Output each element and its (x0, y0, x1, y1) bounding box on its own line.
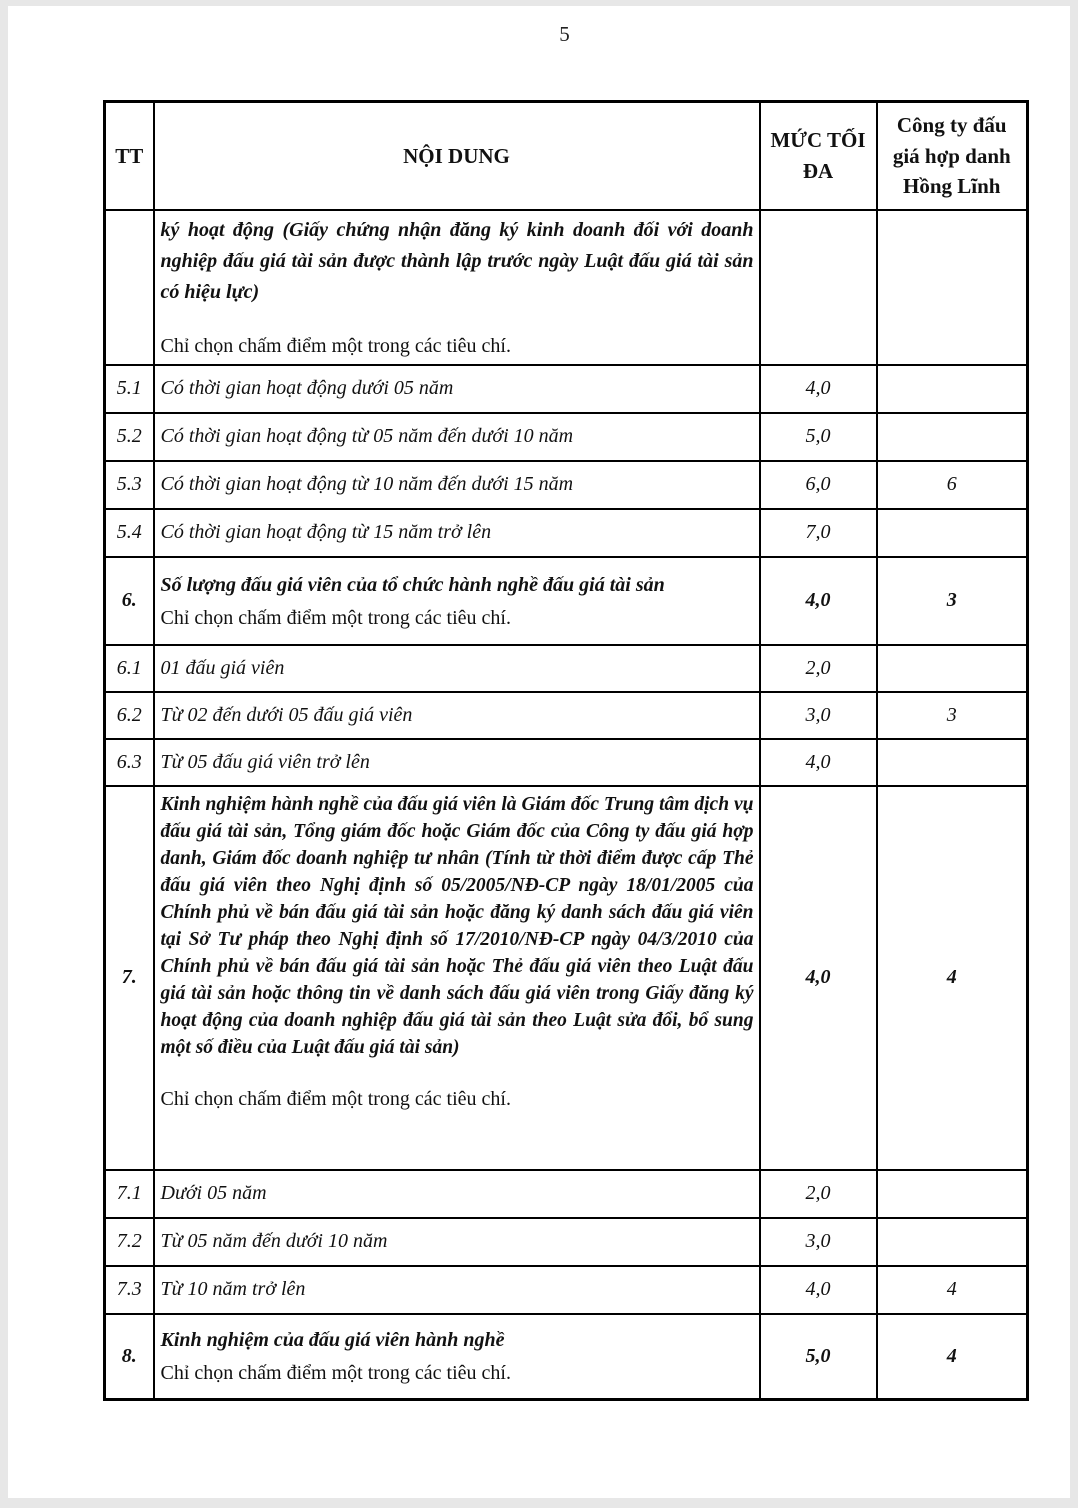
criterion-paragraph: ký hoạt động (Giấy chứng nhận đăng ký kinh doanh đối với doanh nghiệp đấu giá tài sản được thành lập trước ngày Luật đấu giá tài sản có hiệu lực) (160, 218, 754, 303)
table-row (105, 557, 1028, 645)
cell-score (877, 645, 1028, 692)
cell-tt: 7.3 (105, 1266, 154, 1314)
header-tt: TT (105, 102, 154, 210)
cell-tt: 5.3 (105, 461, 154, 509)
cell-score (877, 413, 1028, 461)
viewer-edge-left (0, 0, 8, 1508)
cell-score (877, 509, 1028, 557)
header-noi-dung: NỘI DUNG (154, 102, 760, 210)
cell-tt: 7.2 (105, 1218, 154, 1266)
table-header-row (105, 102, 1028, 210)
cell-max: 4,0 (760, 1266, 877, 1314)
cell-score (877, 1218, 1028, 1266)
table-row (105, 509, 1028, 557)
cell-score: 3 (877, 692, 1028, 739)
cell-score (877, 1170, 1028, 1218)
cell-max: 4,0 (760, 365, 877, 413)
cell-max: 7,0 (760, 509, 877, 557)
cell-tt: 5.1 (105, 365, 154, 413)
table-row (105, 210, 1028, 365)
table-row (105, 645, 1028, 692)
criterion-note: Chỉ chọn chấm điểm một trong các tiêu chí. (160, 334, 511, 357)
cell-max: 3,0 (760, 1218, 877, 1266)
cell-score: 6 (877, 461, 1028, 509)
document-page (8, 6, 1070, 1498)
header-muc-toi-da: MỨC TỐI ĐA (760, 102, 877, 210)
cell-max: 2,0 (760, 1170, 877, 1218)
cell-score (877, 210, 1028, 365)
cell-content (154, 786, 760, 1170)
table-row (105, 1218, 1028, 1266)
cell-content (154, 1314, 760, 1400)
cell-score (877, 365, 1028, 413)
viewer-edge-bottom (0, 1498, 1078, 1508)
cell-content: Có thời gian hoạt động dưới 05 năm (154, 365, 760, 413)
cell-content: Dưới 05 năm (154, 1170, 760, 1218)
cell-content: 01 đấu giá viên (154, 645, 760, 692)
viewer-edge-top (0, 0, 1078, 6)
cell-content: Có thời gian hoạt động từ 10 năm đến dưới 15 năm (154, 461, 760, 509)
cell-content: Từ 05 năm đến dưới 10 năm (154, 1218, 760, 1266)
cell-tt: 7. (105, 786, 154, 1170)
table-row (105, 739, 1028, 786)
cell-tt: 6.2 (105, 692, 154, 739)
cell-tt: 6.3 (105, 739, 154, 786)
table-row (105, 413, 1028, 461)
cell-tt: 6.1 (105, 645, 154, 692)
table-row (105, 365, 1028, 413)
cell-max: 3,0 (760, 692, 877, 739)
cell-tt: 8. (105, 1314, 154, 1400)
cell-tt: 5.4 (105, 509, 154, 557)
table-row (105, 461, 1028, 509)
cell-tt (105, 210, 154, 365)
criterion-note: Chỉ chọn chấm điểm một trong các tiêu chí. (160, 1362, 511, 1385)
cell-score: 4 (877, 1314, 1028, 1400)
cell-max: 2,0 (760, 645, 877, 692)
table-row (105, 786, 1028, 1170)
table-row (105, 692, 1028, 739)
cell-tt: 7.1 (105, 1170, 154, 1218)
cell-score: 4 (877, 1266, 1028, 1314)
cell-max (760, 210, 877, 365)
cell-max: 5,0 (760, 1314, 877, 1400)
cell-max: 6,0 (760, 461, 877, 509)
cell-score: 4 (877, 786, 1028, 1170)
criterion-paragraph: Kinh nghiệm hành nghề của đấu giá viên là Giám đốc Trung tâm dịch vụ đấu giá tài sản, Tổng giám đốc hoặc Giám đốc của Công ty đấu giá hợp danh, Giám đốc doanh nghiệp tư nhân (Tính từ thời điểm được cấp Thẻ đấu giá viên theo Nghị định số 05/2005/NĐ-CP ngày 18/01/2005 của Chính phủ về bán đấu giá tài sản hoặc đăng ký danh sách đấu giá viên tại Sở Tư pháp theo Nghị định số 17/2010/NĐ-CP ngày 04/3/2010 của Chính phủ về bán đấu giá tài sản hoặc Thẻ đấu giá viên theo Luật đấu giá tài sản hoặc thông tin về danh sách đấu giá viên trong Giấy đăng ký hoạt động của doanh nghiệp đấu giá tài sản theo Luật sửa đổi, bổ sung một số điều của Luật đấu giá tài sản) (160, 793, 754, 1058)
criterion-note: Chỉ chọn chấm điểm một trong các tiêu chí. (160, 1087, 511, 1110)
page-number: 5 (559, 22, 570, 46)
cell-max: 4,0 (760, 557, 877, 645)
cell-score: 3 (877, 557, 1028, 645)
criterion-title: Số lượng đấu giá viên của tổ chức hành nghề đấu giá tài sản (160, 573, 665, 596)
cell-tt: 6. (105, 557, 154, 645)
cell-max: 5,0 (760, 413, 877, 461)
cell-content: Từ 10 năm trở lên (154, 1266, 760, 1314)
cell-content: Có thời gian hoạt động từ 15 năm trở lên (154, 509, 760, 557)
cell-content (154, 210, 760, 365)
cell-content: Từ 05 đấu giá viên trở lên (154, 739, 760, 786)
criterion-title: Kinh nghiệm của đấu giá viên hành nghề (160, 1329, 505, 1352)
cell-tt: 5.2 (105, 413, 154, 461)
table-row (105, 1266, 1028, 1314)
cell-max: 4,0 (760, 786, 877, 1170)
table-row (105, 1314, 1028, 1400)
scoring-table (103, 100, 1029, 1401)
header-company: Công ty đấu giá hợp danh Hồng Lĩnh (877, 102, 1028, 210)
cell-score (877, 739, 1028, 786)
cell-max: 4,0 (760, 739, 877, 786)
table-row (105, 1170, 1028, 1218)
criterion-note: Chỉ chọn chấm điểm một trong các tiêu chí. (160, 606, 511, 629)
viewer-edge-right (1070, 0, 1078, 1508)
cell-content: Có thời gian hoạt động từ 05 năm đến dưới 10 năm (154, 413, 760, 461)
cell-content: Từ 02 đến dưới 05 đấu giá viên (154, 692, 760, 739)
cell-content (154, 557, 760, 645)
